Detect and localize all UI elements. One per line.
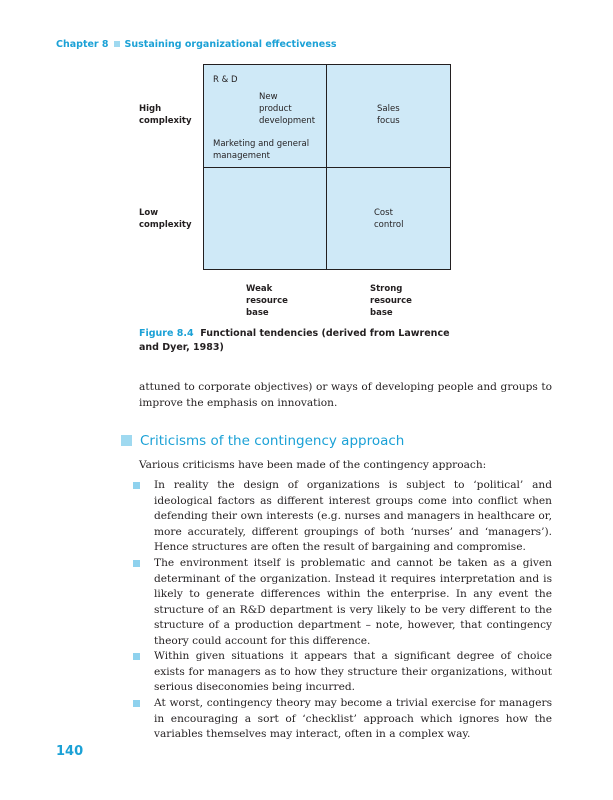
cell-line: New (259, 92, 278, 102)
cell-cost-control (374, 207, 403, 231)
col-label-strong-resource-base (370, 283, 412, 319)
col-label-line: resource (246, 296, 288, 306)
list-item (133, 696, 552, 743)
functional-tendencies-matrix (203, 64, 451, 270)
cell-rd: R & D (213, 75, 238, 85)
row-label-line: complexity (139, 116, 192, 126)
col-label-line: base (370, 308, 393, 318)
chapter-label: Chapter 8 (56, 39, 109, 50)
section-heading-text: Criticisms of the contingency approach (140, 433, 405, 449)
list-item (133, 478, 552, 556)
running-header (56, 39, 337, 50)
cell-line: control (374, 220, 404, 230)
list-item (133, 556, 552, 650)
cell-marketing-general-management (213, 138, 309, 162)
bullet-square-icon (133, 560, 140, 567)
list-item-text: The environment itself is problematic and cannot be taken as a given determinant of the organization. Instead it requires interpretation and is likely to generate differences within the enterprise. In any event the structure of an R&D department is very likely to be very different to the structure of a production department – note, however, that contingency theory could account for this difference. (154, 557, 552, 647)
section-heading (121, 433, 404, 449)
figure-caption-text: Functional tendencies (derived from Lawrence and Dyer, 1983) (139, 328, 450, 353)
cell-new-product-development (259, 91, 315, 127)
col-label-line: base (246, 308, 269, 318)
cell-line: focus (377, 116, 400, 126)
quadrant-low-complexity-weak-base (204, 168, 327, 269)
row-label-line: Low (139, 208, 159, 218)
list-item (133, 649, 552, 696)
col-label-line: Strong (370, 284, 403, 294)
heading-square-icon (121, 435, 132, 446)
cell-line: development (259, 116, 316, 126)
row-label-line: High (139, 104, 162, 114)
figure-caption (139, 327, 459, 355)
chapter-title: Sustaining organizational effectiveness (124, 39, 337, 50)
list-item-text: At worst, contingency theory may become a trivial exercise for managers in encouraging a sort of ‘checklist’ approach which ignores how the variables themselves may interact, often in a complex way. (154, 697, 552, 741)
list-item-text: Within given situations it appears that a significant degree of choice exists for managers as to how they structure their organizations, without serious diseconomies being incurred. (154, 650, 552, 694)
separator-square-icon (114, 41, 120, 47)
row-label-low-complexity (139, 207, 192, 231)
row-label-line: complexity (139, 220, 192, 230)
bullet-square-icon (133, 653, 140, 660)
bullet-square-icon (133, 482, 140, 489)
cell-line: management (213, 151, 270, 161)
col-label-line: resource (370, 296, 412, 306)
col-label-line: Weak (246, 284, 273, 294)
cell-line: Marketing and general (213, 139, 310, 149)
intro-paragraph: attuned to corporate objectives) or ways of developing people and groups to improve the emphasis on innovation. (139, 381, 552, 409)
cell-line: Sales (377, 104, 400, 114)
col-label-weak-resource-base (246, 283, 288, 319)
section-intro: Various criticisms have been made of the contingency approach: (139, 459, 487, 471)
figure-number: Figure 8.4 (139, 328, 194, 339)
list-item-text: In reality the design of organizations is subject to ‘political’ and ideological factors as different interest groups come into conflict when defending their own interests (e.g. nurses and managers in healthcare or, more accurately, different groupings of both ‘nurses’ and ‘managers’). Hence structures are often the result of bargaining and compromise. (154, 479, 552, 554)
cell-line: product (259, 104, 292, 114)
cell-sales-focus (377, 103, 400, 127)
bullet-square-icon (133, 700, 140, 707)
page-number: 140 (56, 744, 84, 759)
cell-line: Cost (374, 208, 393, 218)
row-label-high-complexity (139, 103, 192, 127)
